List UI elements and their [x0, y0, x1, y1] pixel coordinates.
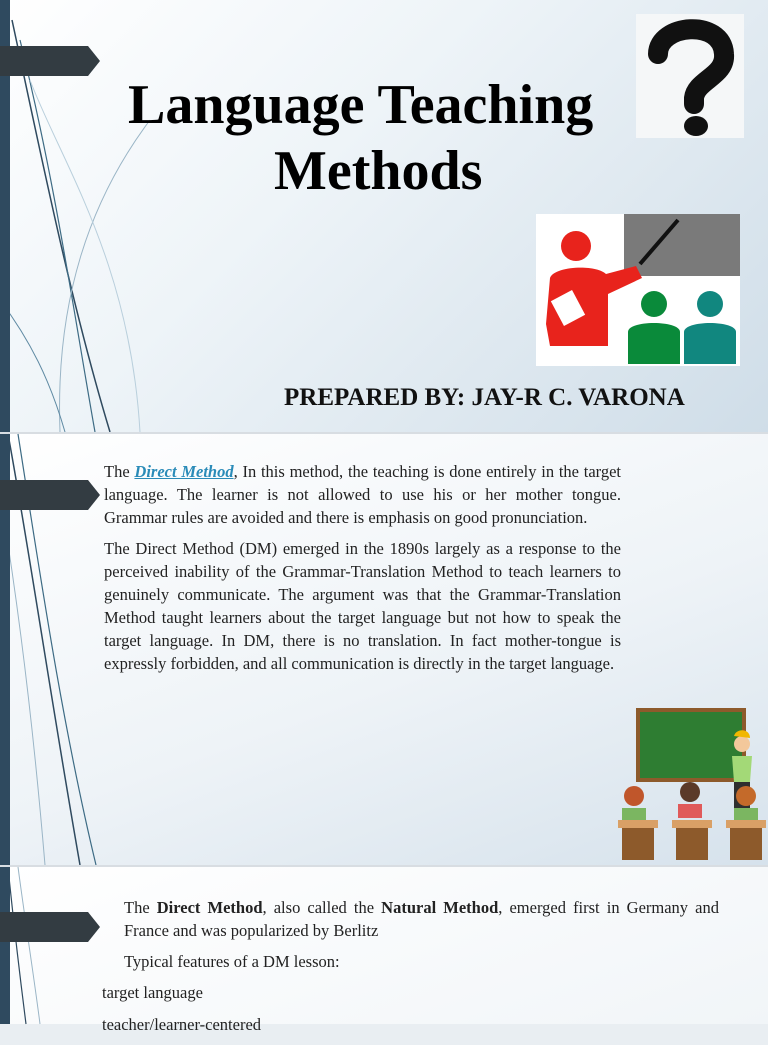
sidebar-bar — [0, 867, 10, 1024]
bullet-text: , also called the — [262, 898, 382, 917]
bold-term: Natural Method — [381, 898, 499, 917]
bullet-list — [84, 460, 621, 683]
bullet-list — [102, 896, 719, 1045]
bullet-text: , emerged first in Germany and France and was popularized by Berlitz — [124, 898, 719, 940]
title-slide — [0, 0, 768, 432]
slide-arrow-tab — [0, 912, 100, 942]
list-item — [84, 460, 621, 529]
teacher-pointing-icon — [536, 214, 740, 366]
bullet-text: The Direct Method (DM) emerged in the 1890s largely as a response to the perceived inability of the Grammar-Translation Method to teach learners to genuinely communicate. The argument was that the Grammar-Translation Method taught learners about the target language but not how to speak the target language. In DM, there is no translation. In fact mother-tongue is expressly forbidden, and all communication is directly in the target language. — [104, 539, 621, 673]
bullet-text: Typical features of a DM lesson: — [124, 952, 340, 971]
sub-item-text: teacher/learner-centered — [102, 1015, 262, 1034]
direct-method-link[interactable]: Direct Method — [134, 462, 234, 481]
question-mark-icon — [636, 14, 744, 138]
bullet-text: , In this method, the teaching is done entirely in the target language. The learner is not allowed to use his or her mother tongue. Grammar rules are avoided and there is emphasis on good pronunciation. — [104, 462, 621, 527]
list-item — [84, 537, 621, 675]
classroom-icon — [618, 700, 766, 866]
bullet-text: The — [104, 462, 135, 481]
sub-list-item — [102, 1013, 719, 1036]
list-item — [102, 950, 719, 973]
title-line-2: Methods — [274, 140, 483, 202]
bullet-text: The — [124, 898, 157, 917]
slide-arrow-tab — [0, 46, 100, 76]
sub-item-text: target language — [102, 983, 203, 1002]
page-title — [128, 72, 668, 204]
title-line-1: Language Teaching — [128, 74, 594, 136]
sub-list-item — [102, 981, 719, 1004]
prepared-by: PREPARED BY: JAY-R C. VARONA — [284, 384, 685, 411]
list-item — [102, 896, 719, 942]
bold-term: Direct Method — [156, 898, 263, 917]
